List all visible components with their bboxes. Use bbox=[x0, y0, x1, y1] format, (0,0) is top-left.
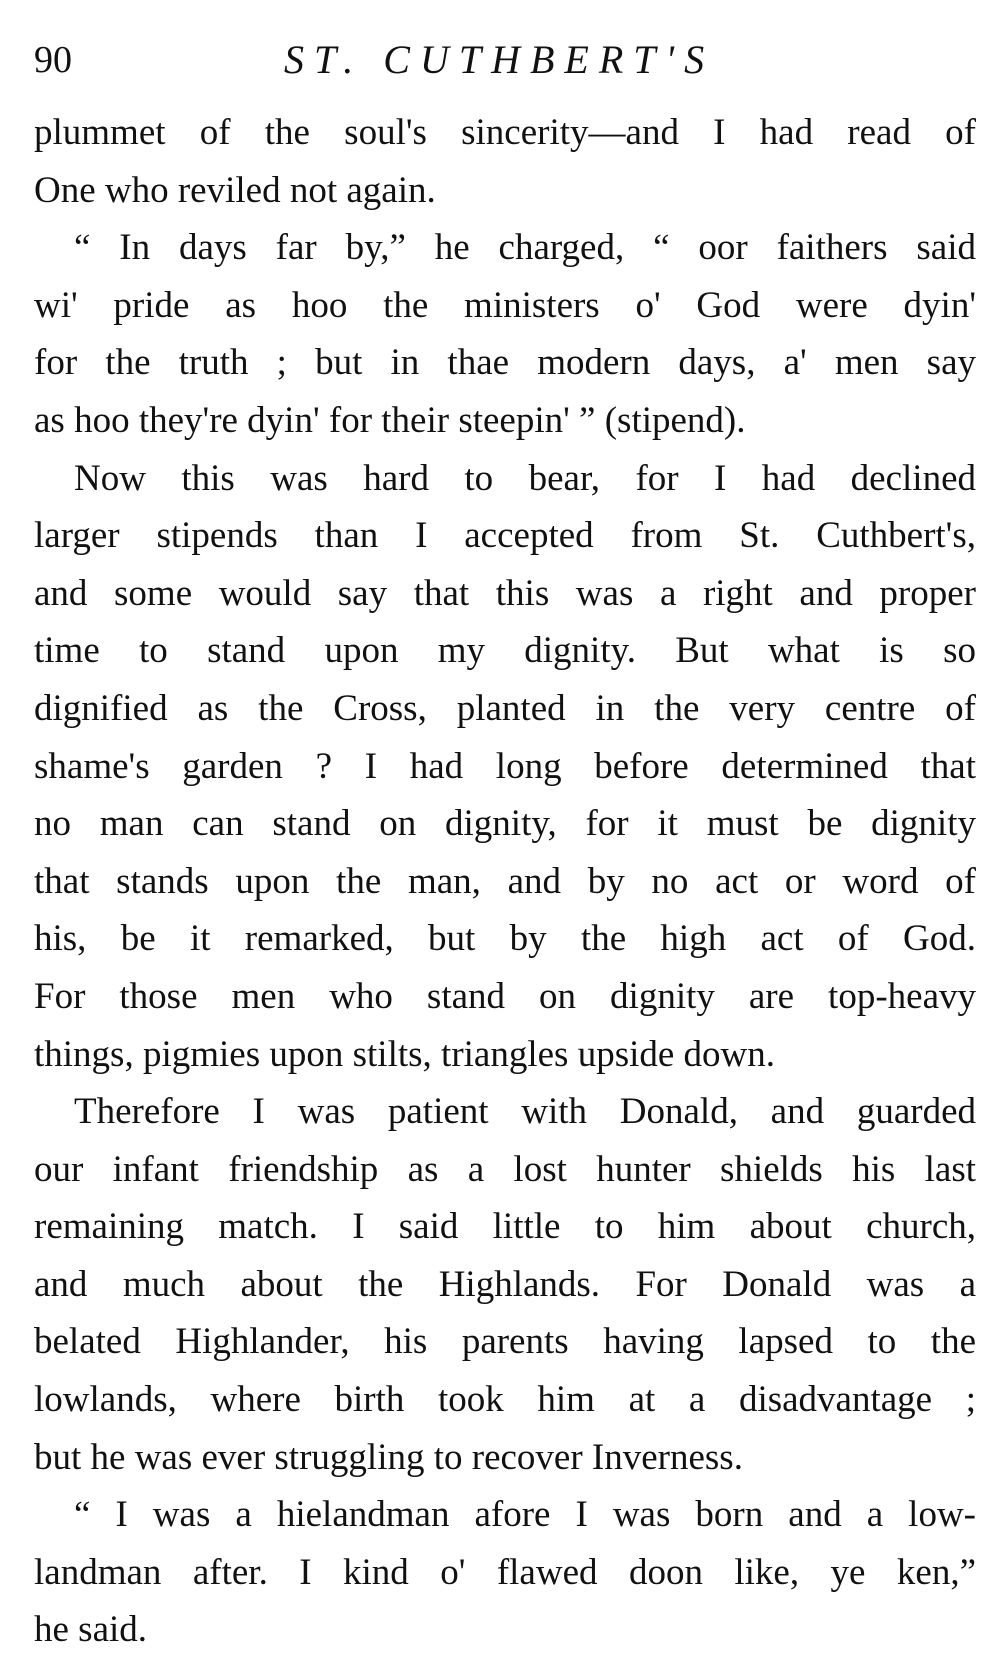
running-title: ST. CUTHBERT'S bbox=[284, 37, 715, 82]
text-line: he said. bbox=[34, 1609, 148, 1651]
text-line: shame's garden ? I had long before determined that bbox=[34, 745, 976, 787]
paragraph bbox=[34, 219, 976, 449]
text-line: dignified as the Cross, planted in the very centre of bbox=[34, 687, 976, 729]
text-line: for the truth ; but in thae modern days, a' men say bbox=[34, 342, 976, 384]
paragraph bbox=[34, 1486, 976, 1659]
text-line: that stands upon the man, and by no act or word of bbox=[34, 860, 976, 902]
text-line: “ In days far by,” he charged, “ oor faithers said bbox=[74, 227, 976, 269]
text-line: but he was ever struggling to recover Inverness. bbox=[34, 1436, 743, 1478]
page-number: 90 bbox=[34, 39, 72, 81]
paragraph bbox=[34, 104, 976, 219]
text-line: belated Highlander, his parents having lapsed to the bbox=[34, 1321, 976, 1363]
text-line: Therefore I was patient with Donald, and guarded bbox=[74, 1091, 976, 1133]
text-line: larger stipends than I accepted from St. Cuthbert's, bbox=[34, 515, 976, 557]
text-line: Now this was hard to bear, for I had declined bbox=[74, 457, 976, 499]
text-line: and much about the Highlands. For Donald was a bbox=[34, 1263, 976, 1305]
text-line: no man can stand on dignity, for it must be dignity bbox=[34, 803, 976, 845]
text-line: plummet of the soul's sincerity—and I had read of bbox=[34, 112, 976, 153]
text-line: One who reviled not again. bbox=[34, 169, 436, 211]
body-text bbox=[34, 104, 976, 1659]
page-header bbox=[34, 30, 974, 90]
text-line: things, pigmies upon stilts, triangles upside down. bbox=[34, 1033, 776, 1075]
text-line: remaining match. I said little to him about church, bbox=[34, 1206, 976, 1248]
text-line: and some would say that this was a right and proper bbox=[34, 572, 976, 614]
text-line: “ I was a hielandman afore I was born and a low- bbox=[74, 1494, 976, 1536]
text-line: For those men who stand on dignity are top-heavy bbox=[34, 975, 976, 1017]
text-line: time to stand upon my dignity. But what is so bbox=[34, 630, 976, 672]
text-line: wi' pride as hoo the ministers o' God were dyin' bbox=[34, 284, 976, 326]
text-line: landman after. I kind o' flawed doon like, ye ken,” bbox=[34, 1551, 976, 1593]
text-line: as hoo they're dyin' for their steepin' ” (stipend). bbox=[34, 399, 746, 441]
paragraph bbox=[34, 450, 976, 1084]
paragraph bbox=[34, 1083, 976, 1486]
text-line: our infant friendship as a lost hunter shields his last bbox=[34, 1148, 976, 1190]
text-line: his, be it remarked, but by the high act of God. bbox=[34, 918, 976, 960]
text-line: lowlands, where birth took him at a disadvantage ; bbox=[34, 1379, 976, 1421]
